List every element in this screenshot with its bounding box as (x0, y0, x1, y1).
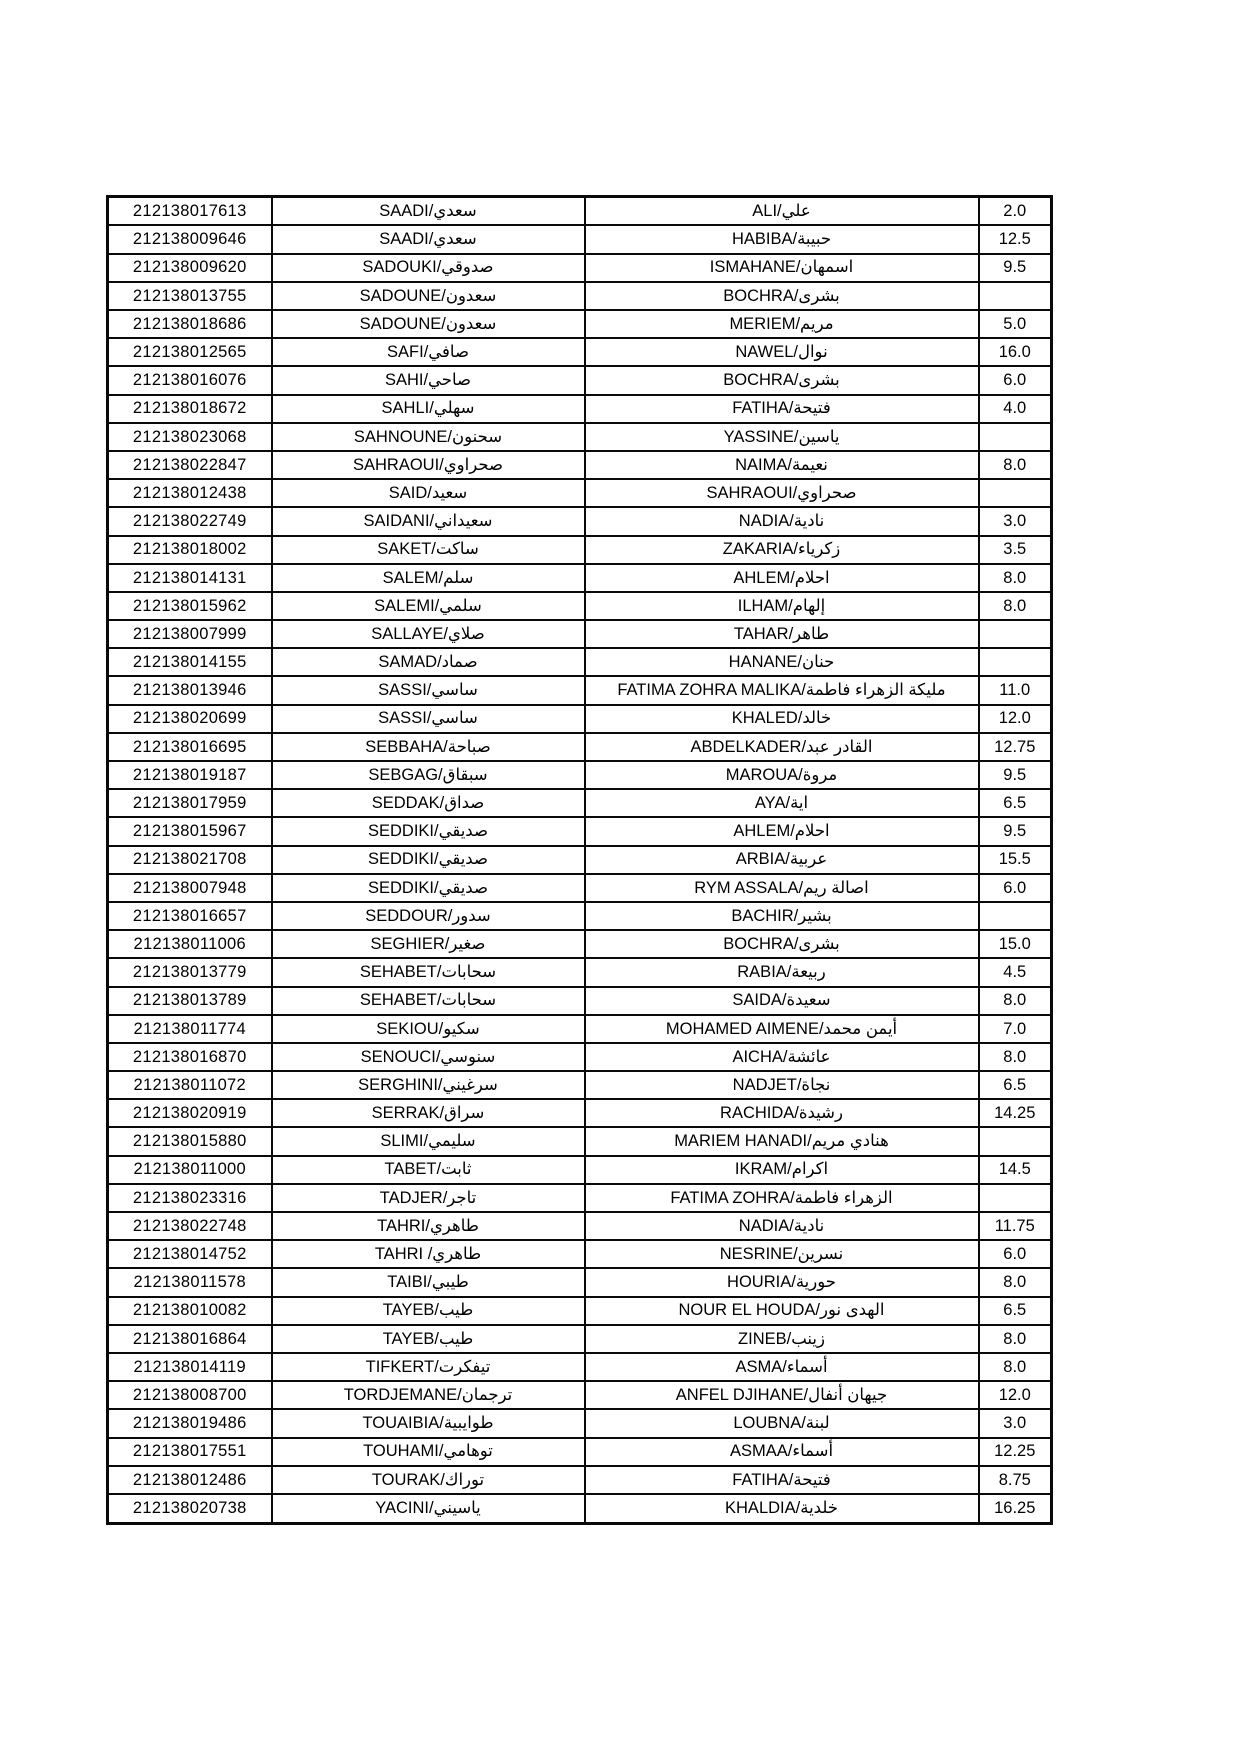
last-name-cell: SEBBAHA/صباحة (272, 733, 585, 761)
last-name-cell: TOUAIBIA/طوايبية (272, 1409, 585, 1437)
first-name-cell: FATIHA/فتيحة (585, 1466, 979, 1494)
results-table (106, 195, 1053, 1525)
student-id-cell: 212138020699 (108, 705, 272, 733)
last-name-cell: SEDDAK/صداق (272, 789, 585, 817)
student-id-cell: 212138013779 (108, 958, 272, 986)
table-row (108, 366, 1052, 394)
student-id-cell: 212138019187 (108, 761, 272, 789)
last-name-cell: SEHABET/سحابات (272, 958, 585, 986)
last-name-cell: SAID/سعيد (272, 479, 585, 507)
first-name-cell: KHALDIA/خلدية (585, 1494, 979, 1524)
grade-cell: 6.0 (979, 366, 1052, 394)
table-row (108, 902, 1052, 930)
grade-cell: 16.25 (979, 1494, 1052, 1524)
grade-cell: 15.0 (979, 930, 1052, 958)
first-name-cell: NAIMA/نعيمة (585, 451, 979, 479)
grade-cell: 3.0 (979, 507, 1052, 535)
first-name-cell: ASMA/أسماء (585, 1353, 979, 1381)
first-name-cell: ASMAA/أسماء (585, 1438, 979, 1466)
table-row (108, 310, 1052, 338)
student-id-cell: 212138012565 (108, 338, 272, 366)
student-id-cell: 212138011072 (108, 1071, 272, 1099)
student-id-cell: 212138022748 (108, 1212, 272, 1240)
last-name-cell: SEDDIKI/صديقي (272, 874, 585, 902)
table-row (108, 338, 1052, 366)
grade-cell: 12.75 (979, 733, 1052, 761)
first-name-cell: NESRINE/نسرين (585, 1240, 979, 1268)
last-name-cell: SAFI/صافي (272, 338, 585, 366)
student-id-cell: 212138012438 (108, 479, 272, 507)
table-row (108, 1071, 1052, 1099)
last-name-cell: TADJER/تاجر (272, 1184, 585, 1212)
grade-cell: 15.5 (979, 846, 1052, 874)
last-name-cell: YACINI/ياسيني (272, 1494, 585, 1524)
student-id-cell: 212138015962 (108, 592, 272, 620)
last-name-cell: TABET/ثابت (272, 1156, 585, 1184)
first-name-cell: NADJET/نجاة (585, 1071, 979, 1099)
grade-cell: 7.0 (979, 1015, 1052, 1043)
table-row (108, 451, 1052, 479)
last-name-cell: SAHNOUNE/سحنون (272, 423, 585, 451)
last-name-cell: SAKET/ساكت (272, 536, 585, 564)
first-name-cell: BOCHRA/بشرى (585, 930, 979, 958)
grade-cell: 8.0 (979, 1353, 1052, 1381)
student-id-cell: 212138016076 (108, 366, 272, 394)
first-name-cell: IKRAM/اكرام (585, 1156, 979, 1184)
grade-cell: 8.0 (979, 451, 1052, 479)
first-name-cell: YASSINE/ياسين (585, 423, 979, 451)
table-row (108, 846, 1052, 874)
first-name-cell: HANANE/حنان (585, 648, 979, 676)
table-row (108, 1381, 1052, 1409)
first-name-cell: ALI/علي (585, 197, 979, 226)
table-row (108, 395, 1052, 423)
grade-cell: 9.5 (979, 817, 1052, 845)
student-id-cell: 212138018672 (108, 395, 272, 423)
first-name-cell: HOURIA/حورية (585, 1268, 979, 1296)
grade-cell: 6.0 (979, 874, 1052, 902)
last-name-cell: SERGHINI/سرغيني (272, 1071, 585, 1099)
last-name-cell: TAYEB/طيب (272, 1297, 585, 1325)
grade-cell: 4.5 (979, 958, 1052, 986)
student-id-cell: 212138020738 (108, 1494, 272, 1524)
grade-cell: 6.5 (979, 1297, 1052, 1325)
first-name-cell: ZINEB/زينب (585, 1325, 979, 1353)
grade-cell: 6.5 (979, 789, 1052, 817)
table-row (108, 536, 1052, 564)
last-name-cell: SAMAD/صماد (272, 648, 585, 676)
student-id-cell: 212138014119 (108, 1353, 272, 1381)
last-name-cell: SEDDOUR/سدور (272, 902, 585, 930)
last-name-cell: SALEM/سلم (272, 564, 585, 592)
student-id-cell: 212138015967 (108, 817, 272, 845)
last-name-cell: TAHRI/طاهري (272, 1212, 585, 1240)
student-id-cell: 212138014131 (108, 564, 272, 592)
grade-cell: 8.0 (979, 1043, 1052, 1071)
last-name-cell: TAYEB/طيب (272, 1325, 585, 1353)
student-id-cell: 212138021708 (108, 846, 272, 874)
student-id-cell: 212138016870 (108, 1043, 272, 1071)
table-row (108, 1015, 1052, 1043)
first-name-cell: RYM ASSALA/ريم‎ اصالة (585, 874, 979, 902)
first-name-cell: RABIA/ربيعة (585, 958, 979, 986)
table-row (108, 1494, 1052, 1524)
table-row (108, 1325, 1052, 1353)
grade-cell (979, 648, 1052, 676)
first-name-cell: ABDELKADER/عبد‎ القادر (585, 733, 979, 761)
last-name-cell: SADOUKI/صدوقي (272, 254, 585, 282)
table-row (108, 620, 1052, 648)
first-name-cell: MAROUA/مروة (585, 761, 979, 789)
last-name-cell: SADOUNE/سعدون (272, 310, 585, 338)
grade-cell: 12.0 (979, 705, 1052, 733)
first-name-cell: ZAKARIA/زكرياء (585, 536, 979, 564)
student-id-cell: 212138007948 (108, 874, 272, 902)
last-name-cell: TORDJEMANE/ترجمان (272, 1381, 585, 1409)
first-name-cell: RACHIDA/رشيدة (585, 1099, 979, 1127)
last-name-cell: TAHRI /طاهري (272, 1240, 585, 1268)
first-name-cell: MOHAMED AIMENE/محمد‎ أيمن (585, 1015, 979, 1043)
first-name-cell: SAIDA/سعيدة (585, 987, 979, 1015)
first-name-cell: FATIMA ZOHRA MALIKA/فاطمة‎ الزهراء‎ مليكة (585, 676, 979, 704)
table-row (108, 1099, 1052, 1127)
grade-cell: 3.5 (979, 536, 1052, 564)
first-name-cell: MARIEM HANADI/مريم‎ هنادي (585, 1127, 979, 1155)
last-name-cell: SENOUCI/سنوسي (272, 1043, 585, 1071)
last-name-cell: SALEMI/سلمي (272, 592, 585, 620)
first-name-cell: ISMAHANE/اسمهان (585, 254, 979, 282)
student-id-cell: 212138016657 (108, 902, 272, 930)
table-row (108, 423, 1052, 451)
table-row (108, 958, 1052, 986)
student-id-cell: 212138012486 (108, 1466, 272, 1494)
student-id-cell: 212138007999 (108, 620, 272, 648)
student-id-cell: 212138013946 (108, 676, 272, 704)
table-row (108, 676, 1052, 704)
last-name-cell: SAHI/صاحي (272, 366, 585, 394)
first-name-cell: NADIA/نادية (585, 507, 979, 535)
first-name-cell: NOUR EL HOUDA/نور‎ الهدى (585, 1297, 979, 1325)
student-id-cell: 212138014752 (108, 1240, 272, 1268)
table-row (108, 197, 1052, 226)
first-name-cell: TAHAR/طاهر (585, 620, 979, 648)
first-name-cell: FATIMA ZOHRA/فاطمة‎ الزهراء (585, 1184, 979, 1212)
table-row (108, 1212, 1052, 1240)
grade-cell (979, 1184, 1052, 1212)
student-id-cell: 212138023316 (108, 1184, 272, 1212)
first-name-cell: MERIEM/مريم (585, 310, 979, 338)
table-row (108, 789, 1052, 817)
grade-cell: 8.0 (979, 987, 1052, 1015)
student-id-cell: 212138009646 (108, 225, 272, 253)
first-name-cell: BOCHRA/بشرى (585, 366, 979, 394)
table-row (108, 1268, 1052, 1296)
grade-cell (979, 1127, 1052, 1155)
table-row (108, 733, 1052, 761)
grade-cell: 11.0 (979, 676, 1052, 704)
student-id-cell: 212138011774 (108, 1015, 272, 1043)
first-name-cell: AYA/اية (585, 789, 979, 817)
last-name-cell: SERRAK/سراق (272, 1099, 585, 1127)
grade-cell: 2.0 (979, 197, 1052, 226)
grade-cell: 12.25 (979, 1438, 1052, 1466)
grade-cell (979, 423, 1052, 451)
last-name-cell: SEDDIKI/صديقي (272, 817, 585, 845)
last-name-cell: SAADI/سعدي (272, 225, 585, 253)
student-id-cell: 212138011578 (108, 1268, 272, 1296)
table-row (108, 254, 1052, 282)
grade-cell: 4.0 (979, 395, 1052, 423)
student-id-cell: 212138018686 (108, 310, 272, 338)
last-name-cell: SLIMI/سليمي (272, 1127, 585, 1155)
grade-cell: 14.25 (979, 1099, 1052, 1127)
last-name-cell: SADOUNE/سعدون (272, 282, 585, 310)
first-name-cell: ANFEL DJIHANE/أنفال‎ جيهان (585, 1381, 979, 1409)
first-name-cell: AHLEM/احلام (585, 817, 979, 845)
student-id-cell: 212138009620 (108, 254, 272, 282)
grade-cell: 16.0 (979, 338, 1052, 366)
table-row (108, 1466, 1052, 1494)
table-row (108, 817, 1052, 845)
grade-cell: 8.0 (979, 1268, 1052, 1296)
table-row (108, 1409, 1052, 1437)
table-row (108, 705, 1052, 733)
last-name-cell: SEBGAG/سبقاق (272, 761, 585, 789)
student-id-cell: 212138017551 (108, 1438, 272, 1466)
first-name-cell: NADIA/نادية (585, 1212, 979, 1240)
student-id-cell: 212138014155 (108, 648, 272, 676)
student-id-cell: 212138022749 (108, 507, 272, 535)
grade-cell: 14.5 (979, 1156, 1052, 1184)
last-name-cell: SEGHIER/صغير (272, 930, 585, 958)
first-name-cell: AHLEM/احلام (585, 564, 979, 592)
last-name-cell: SAADI/سعدي (272, 197, 585, 226)
grade-cell: 3.0 (979, 1409, 1052, 1437)
first-name-cell: SAHRAOUI/صحراوي (585, 479, 979, 507)
student-id-cell: 212138022847 (108, 451, 272, 479)
table-row (108, 648, 1052, 676)
table-row (108, 930, 1052, 958)
student-id-cell: 212138015880 (108, 1127, 272, 1155)
grade-cell: 6.5 (979, 1071, 1052, 1099)
table-row (108, 1156, 1052, 1184)
last-name-cell: SEDDIKI/صديقي (272, 846, 585, 874)
student-id-cell: 212138017959 (108, 789, 272, 817)
student-id-cell: 212138018002 (108, 536, 272, 564)
student-id-cell: 212138013789 (108, 987, 272, 1015)
table-row (108, 1240, 1052, 1268)
grade-cell (979, 282, 1052, 310)
first-name-cell: BOCHRA/بشرى (585, 282, 979, 310)
table-row (108, 564, 1052, 592)
grade-cell: 9.5 (979, 761, 1052, 789)
last-name-cell: TIFKERT/تيفكرت (272, 1353, 585, 1381)
first-name-cell: ILHAM/إلهام (585, 592, 979, 620)
table-row (108, 1043, 1052, 1071)
student-id-cell: 212138016864 (108, 1325, 272, 1353)
grade-cell (979, 902, 1052, 930)
student-id-cell: 212138019486 (108, 1409, 272, 1437)
last-name-cell: TOUHAMI/توهامي (272, 1438, 585, 1466)
student-id-cell: 212138008700 (108, 1381, 272, 1409)
first-name-cell: KHALED/خالد (585, 705, 979, 733)
first-name-cell: FATIHA/فتيحة (585, 395, 979, 423)
last-name-cell: SAHRAOUI/صحراوي (272, 451, 585, 479)
grade-cell: 11.75 (979, 1212, 1052, 1240)
grade-cell (979, 479, 1052, 507)
table-row (108, 1297, 1052, 1325)
grade-cell: 8.75 (979, 1466, 1052, 1494)
table-row (108, 1127, 1052, 1155)
student-id-cell: 212138020919 (108, 1099, 272, 1127)
student-id-cell: 212138023068 (108, 423, 272, 451)
table-row (108, 282, 1052, 310)
last-name-cell: TAIBI/طيبي (272, 1268, 585, 1296)
first-name-cell: ARBIA/عربية (585, 846, 979, 874)
last-name-cell: SEHABET/سحابات (272, 987, 585, 1015)
grade-cell: 8.0 (979, 592, 1052, 620)
table-row (108, 761, 1052, 789)
first-name-cell: HABIBA/حبيبة (585, 225, 979, 253)
grade-cell: 8.0 (979, 564, 1052, 592)
first-name-cell: BACHIR/بشير (585, 902, 979, 930)
table-row (108, 1438, 1052, 1466)
table-row (108, 1184, 1052, 1212)
table-row (108, 874, 1052, 902)
last-name-cell: SASSI/ساسي (272, 676, 585, 704)
last-name-cell: SASSI/ساسي (272, 705, 585, 733)
grade-cell: 8.0 (979, 1325, 1052, 1353)
grade-cell: 9.5 (979, 254, 1052, 282)
first-name-cell: NAWEL/نوال (585, 338, 979, 366)
table-row (108, 225, 1052, 253)
last-name-cell: TOURAK/توراك (272, 1466, 585, 1494)
table-row (108, 987, 1052, 1015)
last-name-cell: SAHLI/سهلي (272, 395, 585, 423)
student-id-cell: 212138010082 (108, 1297, 272, 1325)
last-name-cell: SAIDANI/سعيداني (272, 507, 585, 535)
last-name-cell: SALLAYE/صلاي (272, 620, 585, 648)
first-name-cell: AICHA/عائشة (585, 1043, 979, 1071)
grade-cell: 6.0 (979, 1240, 1052, 1268)
grade-cell: 5.0 (979, 310, 1052, 338)
grade-cell: 12.0 (979, 1381, 1052, 1409)
student-id-cell: 212138016695 (108, 733, 272, 761)
student-id-cell: 212138017613 (108, 197, 272, 226)
first-name-cell: LOUBNA/لبنة (585, 1409, 979, 1437)
student-id-cell: 212138011006 (108, 930, 272, 958)
grade-cell: 12.5 (979, 225, 1052, 253)
student-id-cell: 212138013755 (108, 282, 272, 310)
table-row (108, 479, 1052, 507)
table-row (108, 1353, 1052, 1381)
table-row (108, 592, 1052, 620)
grade-cell (979, 620, 1052, 648)
last-name-cell: SEKIOU/سكيو (272, 1015, 585, 1043)
student-id-cell: 212138011000 (108, 1156, 272, 1184)
document-sheet (106, 195, 1053, 1525)
table-row (108, 507, 1052, 535)
